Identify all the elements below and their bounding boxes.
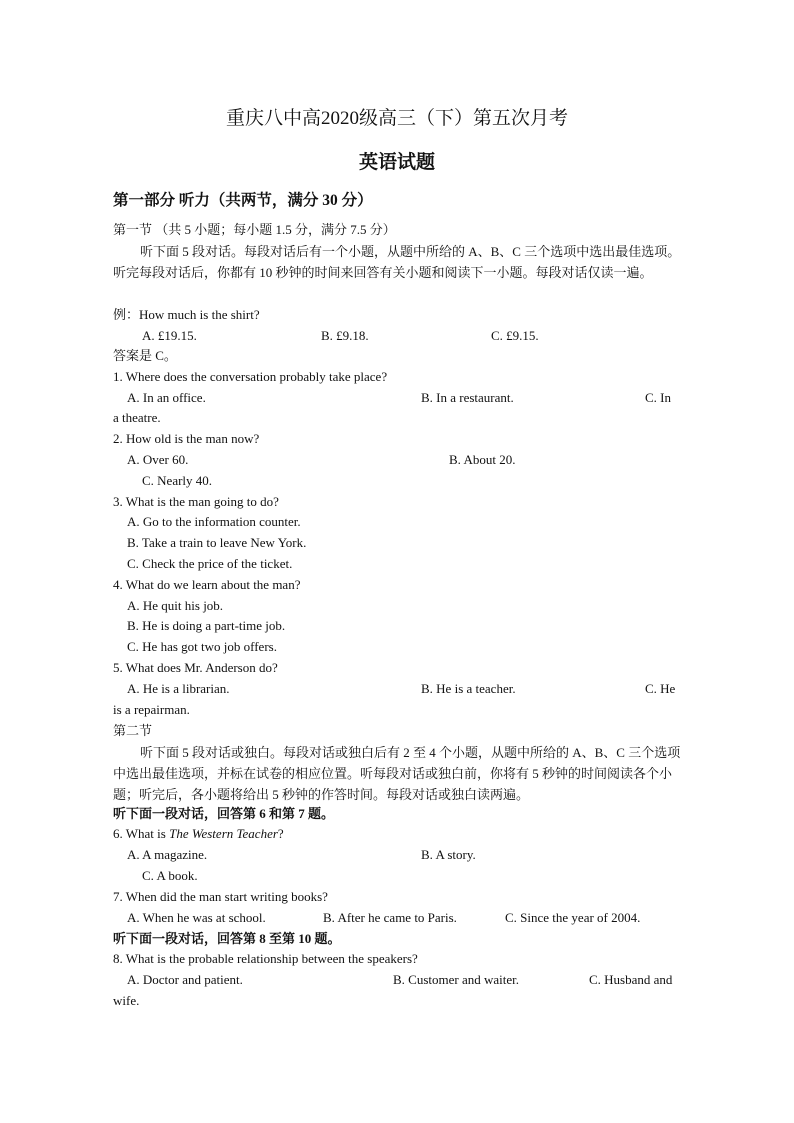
- q6-option-a: A. A magazine.: [127, 847, 208, 862]
- q4-option-b: B. He is doing a part-time job.: [127, 618, 286, 633]
- q1-option-b: B. In a restaurant.: [421, 390, 514, 405]
- example-option-b: B. £9.18.: [321, 328, 369, 343]
- question-1: 1. Where does the conversation probably take place?: [113, 369, 388, 384]
- example-option-a: A. £19.15.: [142, 328, 197, 343]
- question-6: [113, 826, 284, 842]
- section2-label: 第二节: [113, 723, 153, 738]
- q5-option-c-wrap: is a repairman.: [113, 702, 190, 717]
- q8-option-c-wrap: wife.: [113, 993, 140, 1008]
- q7-option-a: A. When he was at school.: [127, 910, 266, 925]
- q2-option-a: A. Over 60.: [127, 452, 189, 467]
- q1-option-c-wrap: a theatre.: [113, 410, 161, 425]
- q6-option-c: C. A book.: [142, 868, 198, 883]
- question-2: 2. How old is the man now?: [113, 431, 260, 446]
- q6-option-b: B. A story.: [421, 847, 476, 862]
- exam-subtitle: 英语试题: [358, 152, 435, 173]
- q2-option-b: B. About 20.: [449, 452, 516, 467]
- q4-option-c: C. He has got two job offers.: [127, 639, 277, 654]
- question-5: 5. What does Mr. Anderson do?: [113, 660, 278, 675]
- q2-option-c: C. Nearly 40.: [142, 473, 213, 488]
- q8-option-a: A. Doctor and patient.: [127, 972, 243, 987]
- question-4: 4. What do we learn about the man?: [113, 577, 301, 592]
- q5-option-b: B. He is a teacher.: [421, 681, 516, 696]
- section1-instructions: [113, 241, 681, 283]
- group1-heading: 听下面一段对话，回答第 6 和第 7 题。: [113, 806, 335, 821]
- section2-instructions: [113, 742, 681, 805]
- question-3: 3. What is the man going to do?: [113, 494, 279, 509]
- q3-option-b: B. Take a train to leave New York.: [127, 535, 307, 550]
- section2-instructions-text: 听下面 5 段对话或独白。每段对话或独白后有 2 至 4 个小题，从题中所给的 A、B、C 三个选项中选出最佳选项，并标在试卷的相应位置。听每段对话或独白前，你将有 5 秒钟的时间阅读各个小题；听完后，各小题将给出 5 秒钟的作答时间。每段对话或独白读两遍。: [113, 745, 681, 802]
- q6-title: The Western Teacher: [169, 826, 278, 841]
- q7-option-b: B. After he came to Paris.: [323, 910, 457, 925]
- q3-option-c: C. Check the price of the ticket.: [127, 556, 293, 571]
- q7-option-c: C. Since the year of 2004.: [505, 910, 641, 925]
- q3-option-a: A. Go to the information counter.: [127, 514, 301, 529]
- example-option-c: C. £9.15.: [491, 328, 539, 343]
- q1-option-a: A. In an office.: [127, 390, 206, 405]
- question-8: 8. What is the probable relationship between the speakers?: [113, 951, 418, 966]
- q1-option-c: C. In: [645, 390, 671, 405]
- q8-option-c: C. Husband and: [589, 972, 673, 987]
- q4-option-a: A. He quit his job.: [127, 598, 224, 613]
- q5-option-c: C. He: [645, 681, 676, 696]
- part1-heading: 第一部分 听力（共两节，满分 30 分）: [113, 192, 373, 209]
- group2-heading: 听下面一段对话，回答第 8 至第 10 题。: [113, 931, 341, 946]
- example-answer: 答案是 C。: [113, 348, 177, 363]
- exam-title: 重庆八中高2020级高三（下）第五次月考: [225, 108, 568, 129]
- example-question: 例：How much is the shirt?: [113, 307, 260, 322]
- q8-option-b: B. Customer and waiter.: [393, 972, 520, 987]
- q5-option-a: A. He is a librarian.: [127, 681, 230, 696]
- section1-instructions-text: 听下面 5 段对话。每段对话后有一个小题，从题中所给的 A、B、C 三个选项中选出最佳选项。听完每段对话后，你都有 10 秒钟的时间来回答有关小题和阅读下一小题。每段对话仅读一遍。: [113, 244, 681, 280]
- q6-prefix: 6. What is: [113, 826, 170, 841]
- question-7: 7. When did the man start writing books?: [113, 889, 328, 904]
- q6-suffix: ?: [277, 826, 284, 841]
- section1-label: 第一节 （共 5 小题；每小题 1.5 分，满分 7.5 分）: [113, 222, 396, 237]
